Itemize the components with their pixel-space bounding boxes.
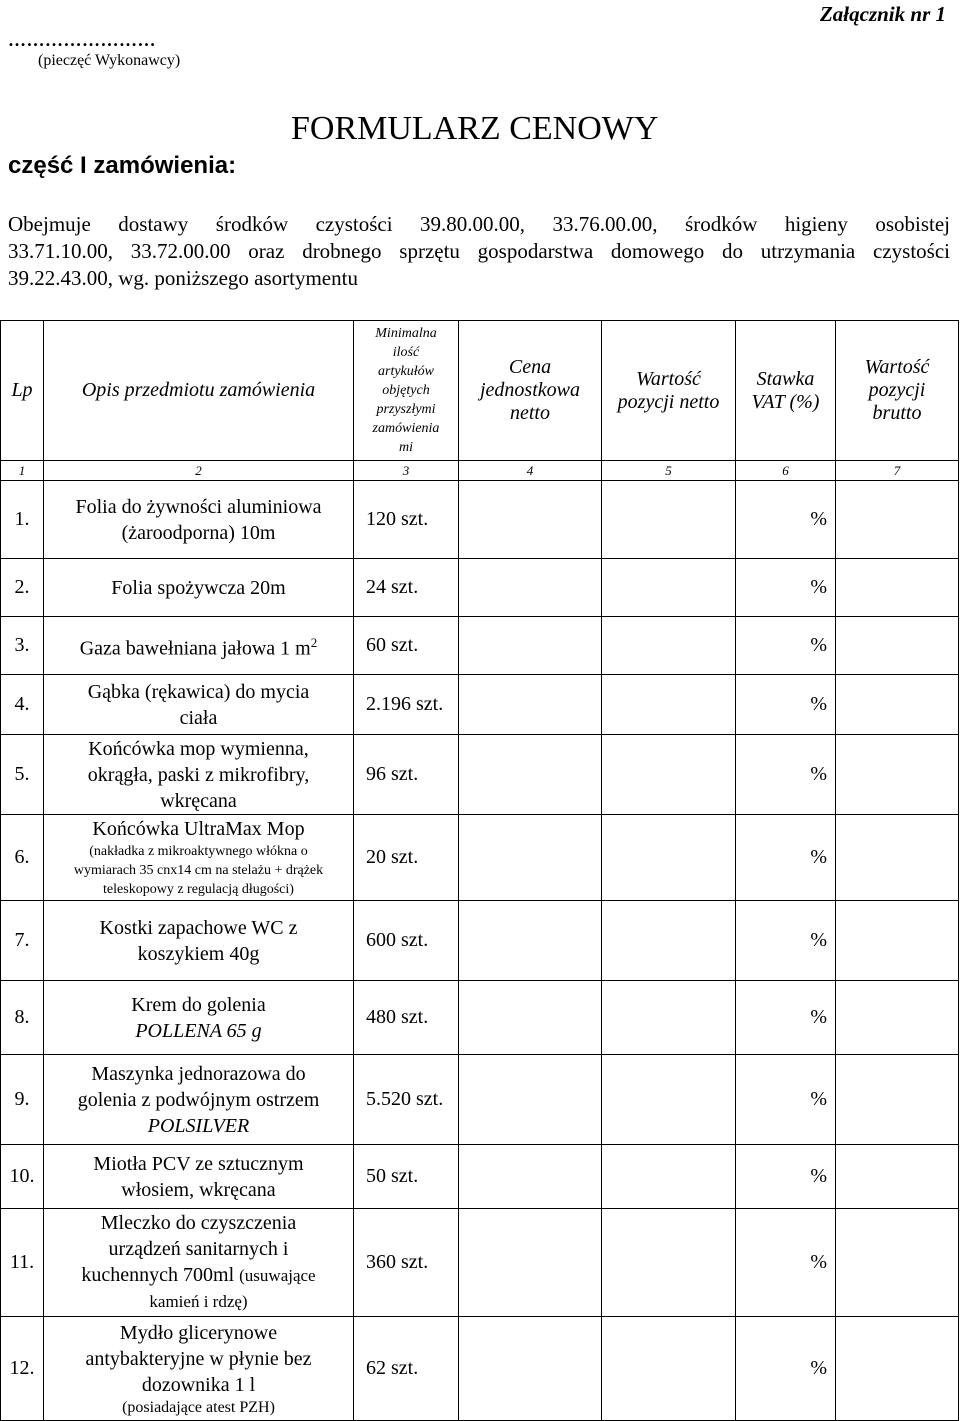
- row-note-inline: (usuwające: [239, 1266, 316, 1285]
- row-unit-price-cell[interactable]: [459, 559, 602, 617]
- row-vat-cell[interactable]: %: [736, 1209, 836, 1317]
- row-unit-price-cell[interactable]: [459, 815, 602, 901]
- row-vat-cell[interactable]: %: [736, 481, 836, 559]
- row-description-line: okrągła, paski z mikrofibry,: [87, 763, 310, 786]
- row-value-gross-cell[interactable]: [836, 815, 959, 901]
- row-value-net-cell[interactable]: [602, 901, 736, 981]
- table-row: [1, 559, 959, 617]
- superscript: 2: [310, 634, 318, 650]
- row-value-net-cell[interactable]: [602, 1055, 736, 1145]
- header-min-qty-line: objętych: [382, 383, 430, 398]
- table-row: [1, 981, 959, 1055]
- row-quantity: 120 szt.: [354, 481, 459, 559]
- table-row: [1, 1317, 959, 1421]
- row-value-gross-cell[interactable]: [836, 675, 959, 735]
- page-title: FORMULARZ CENOWY: [291, 110, 659, 147]
- row-unit-price-cell[interactable]: [459, 735, 602, 815]
- row-value-gross-cell[interactable]: [836, 481, 959, 559]
- stamp-placeholder: ……………………: [8, 30, 156, 50]
- row-note-line: (nakładka z mikroaktywnego włókna o: [89, 844, 308, 859]
- column-number: 4: [459, 461, 602, 481]
- row-value-net-cell[interactable]: [602, 981, 736, 1055]
- header-value-net-line: Wartość: [636, 367, 701, 390]
- row-quantity: 480 szt.: [354, 981, 459, 1055]
- row-vat-cell[interactable]: %: [736, 815, 836, 901]
- row-lp: 12.: [1, 1317, 44, 1421]
- row-description-line: włosiem, wkręcana: [121, 1178, 276, 1201]
- row-lp: 11.: [1, 1209, 44, 1317]
- row-quantity: 24 szt.: [354, 559, 459, 617]
- row-quantity: 2.196 szt.: [354, 675, 459, 735]
- row-vat-cell[interactable]: %: [736, 1145, 836, 1209]
- header-min-qty-line: Minimalna: [375, 326, 437, 341]
- row-description-line: (żaroodporna) 10m: [121, 521, 276, 544]
- row-description-line: antybakteryjne w płynie bez: [85, 1347, 312, 1370]
- row-description: [44, 815, 354, 901]
- intro-line-1: Obejmuje dostawy środków czystości 39.80.00.00, 33.76.00.00, środków higieny osobistej: [8, 212, 950, 236]
- row-unit-price-cell[interactable]: [459, 981, 602, 1055]
- row-description-text: kuchennych 700ml: [81, 1264, 235, 1286]
- table-row: [1, 901, 959, 981]
- intro-line-3: 39.22.43.00, wg. poniższego asortymentu: [8, 266, 358, 290]
- row-value-net-cell[interactable]: [602, 815, 736, 901]
- table-row: [1, 815, 959, 901]
- row-unit-price-cell[interactable]: [459, 1055, 602, 1145]
- row-vat-cell[interactable]: %: [736, 559, 836, 617]
- row-description-line: [44, 1262, 353, 1289]
- header-unit-price: [459, 321, 602, 461]
- row-lp: 2.: [1, 559, 44, 617]
- row-value-net-cell[interactable]: [602, 1145, 736, 1209]
- header-unit-price-line: Cena: [508, 356, 552, 378]
- row-value-gross-cell[interactable]: [836, 1145, 959, 1209]
- header-value-gross-line: pozycji: [868, 379, 926, 401]
- table-row: [1, 1145, 959, 1209]
- row-description-line: Folia do żywności aluminiowa: [75, 495, 322, 518]
- row-description-line: dozownika 1 l: [141, 1373, 256, 1396]
- row-note-line: kamień i rdzę): [149, 1292, 248, 1311]
- row-vat-cell[interactable]: %: [736, 901, 836, 981]
- row-value-gross-cell[interactable]: [836, 617, 959, 675]
- row-brand: POLLENA 65 g: [135, 1019, 262, 1042]
- column-number: 6: [736, 461, 836, 481]
- header-unit-price-line: jednostkowa: [480, 379, 580, 401]
- row-quantity: 600 szt.: [354, 901, 459, 981]
- header-vat-line: Stawka: [756, 367, 815, 390]
- row-description-line: ciała: [179, 706, 218, 729]
- intro-line-2: 33.71.10.00, 33.72.00.00 oraz drobnego sprzętu gospodarstwa domowego do utrzymania czystości: [8, 239, 950, 263]
- row-lp: 9.: [1, 1055, 44, 1145]
- column-number: 3: [354, 461, 459, 481]
- row-quantity: 62 szt.: [354, 1317, 459, 1421]
- table-row: [1, 481, 959, 559]
- row-description-line: Gaza bawełniana jałowa 1 m: [79, 637, 311, 660]
- price-table: [0, 320, 959, 1421]
- intro-paragraph: [8, 211, 950, 292]
- row-description-line: urządzeń sanitarnych i: [108, 1238, 289, 1260]
- row-lp: 3.: [1, 617, 44, 675]
- header-vat: [736, 321, 836, 461]
- column-number: 5: [602, 461, 736, 481]
- row-lp: 5.: [1, 735, 44, 815]
- row-value-net-cell[interactable]: [602, 675, 736, 735]
- row-description-line: Końcówka UltraMax Mop: [92, 818, 305, 840]
- row-description-line: Gąbka (rękawica) do mycia: [87, 680, 310, 703]
- header-vat-line: VAT (%): [751, 390, 820, 413]
- row-quantity: 96 szt.: [354, 735, 459, 815]
- header-min-qty: [354, 321, 459, 461]
- row-vat-cell[interactable]: %: [736, 981, 836, 1055]
- row-description: [44, 981, 354, 1055]
- row-value-net-cell[interactable]: [602, 481, 736, 559]
- row-brand: POLSILVER: [147, 1114, 250, 1137]
- table-row: [1, 617, 959, 675]
- header-min-qty-line: zamówienia: [372, 421, 440, 436]
- row-value-gross-cell[interactable]: [836, 981, 959, 1055]
- row-description: [44, 617, 354, 675]
- row-unit-price-cell[interactable]: [459, 675, 602, 735]
- header-description: Opis przedmiotu zamówienia: [44, 321, 354, 461]
- column-number: 7: [836, 461, 959, 481]
- table-row: [1, 675, 959, 735]
- row-vat-cell[interactable]: %: [736, 617, 836, 675]
- row-description-line: Kostki zapachowe WC z: [99, 916, 298, 939]
- row-description-line: Maszynka jednorazowa do: [91, 1062, 306, 1085]
- header-value-net: [602, 321, 736, 461]
- row-quantity: 50 szt.: [354, 1145, 459, 1209]
- row-lp: 6.: [1, 815, 44, 901]
- header-value-net-line: pozycji netto: [617, 390, 720, 413]
- row-vat-cell[interactable]: %: [736, 1317, 836, 1421]
- row-unit-price-cell[interactable]: [459, 481, 602, 559]
- row-description-line: Mydło glicerynowe: [119, 1321, 278, 1344]
- row-vat-cell[interactable]: %: [736, 1055, 836, 1145]
- row-description: [44, 901, 354, 981]
- row-unit-price-cell[interactable]: [459, 901, 602, 981]
- row-description: [44, 1317, 354, 1421]
- row-note-line: wymiarach 35 cnx14 cm na stelażu + drążek: [73, 863, 324, 878]
- row-value-net-cell[interactable]: [602, 735, 736, 815]
- header-unit-price-line: netto: [510, 402, 550, 424]
- row-description: [44, 1055, 354, 1145]
- header-value-gross: [836, 321, 959, 461]
- table-row: [1, 1055, 959, 1145]
- row-description: [44, 1209, 354, 1317]
- row-description: [44, 1145, 354, 1209]
- header-row: [1, 321, 959, 461]
- row-quantity: 60 szt.: [354, 617, 459, 675]
- row-quantity: 360 szt.: [354, 1209, 459, 1317]
- row-value-gross-cell[interactable]: [836, 559, 959, 617]
- header-min-qty-line: artykułów: [378, 364, 434, 379]
- header-lp: Lp: [1, 321, 44, 461]
- row-vat-cell[interactable]: %: [736, 735, 836, 815]
- part-heading: część I zamówienia:: [8, 152, 237, 179]
- row-value-net-cell[interactable]: [602, 617, 736, 675]
- row-value-gross-cell[interactable]: [836, 1055, 959, 1145]
- row-value-net-cell[interactable]: [602, 559, 736, 617]
- row-lp: 4.: [1, 675, 44, 735]
- annex-label: Załącznik nr 1: [819, 2, 946, 26]
- row-description-line: wkręcana: [160, 789, 237, 812]
- row-note-line: (posiadające atest PZH): [122, 1398, 275, 1416]
- row-description: [44, 675, 354, 735]
- column-number-row: [1, 461, 959, 481]
- row-description-line: Miotła PCV ze sztucznym: [93, 1152, 304, 1175]
- row-note-line: teleskopowy z regulacją długości): [103, 882, 294, 897]
- header-min-qty-line: ilość: [392, 345, 420, 360]
- row-unit-price-cell[interactable]: [459, 1317, 602, 1421]
- row-value-gross-cell[interactable]: [836, 1209, 959, 1317]
- row-lp: 7.: [1, 901, 44, 981]
- row-description: [44, 481, 354, 559]
- row-value-gross-cell[interactable]: [836, 735, 959, 815]
- row-lp: 8.: [1, 981, 44, 1055]
- header-value-gross-line: Wartość: [864, 356, 930, 378]
- stamp-label: (pieczęć Wykonawcy): [38, 52, 181, 69]
- row-value-net-cell[interactable]: [602, 1317, 736, 1421]
- row-description: [44, 735, 354, 815]
- column-number: 1: [1, 461, 44, 481]
- header-value-gross-line: brutto: [872, 402, 922, 424]
- column-number: 2: [44, 461, 354, 481]
- row-description-line: koszykiem 40g: [137, 942, 260, 965]
- row-lp: 1.: [1, 481, 44, 559]
- row-description-line: Krem do golenia: [131, 993, 266, 1016]
- row-description-line: golenia z podwójnym ostrzem: [77, 1088, 320, 1111]
- row-description-line: Folia spożywcza 20m: [111, 576, 286, 599]
- row-quantity: 20 szt.: [354, 815, 459, 901]
- table-row: [1, 1209, 959, 1317]
- row-description-line: Końcówka mop wymienna,: [88, 737, 309, 760]
- row-quantity: 5.520 szt.: [354, 1055, 459, 1145]
- header-min-qty-line: mi: [399, 440, 413, 455]
- row-value-net-cell[interactable]: [602, 1209, 736, 1317]
- row-value-gross-cell[interactable]: [836, 1317, 959, 1421]
- row-value-gross-cell[interactable]: [836, 901, 959, 981]
- row-unit-price-cell[interactable]: [459, 1209, 602, 1317]
- table-row: [1, 735, 959, 815]
- row-unit-price-cell[interactable]: [459, 617, 602, 675]
- row-lp: 10.: [1, 1145, 44, 1209]
- row-unit-price-cell[interactable]: [459, 1145, 602, 1209]
- header-min-qty-line: przyszłymi: [376, 402, 436, 417]
- row-description: [44, 559, 354, 617]
- row-description-line: Mleczko do czyszczenia: [100, 1212, 297, 1234]
- row-vat-cell[interactable]: %: [736, 675, 836, 735]
